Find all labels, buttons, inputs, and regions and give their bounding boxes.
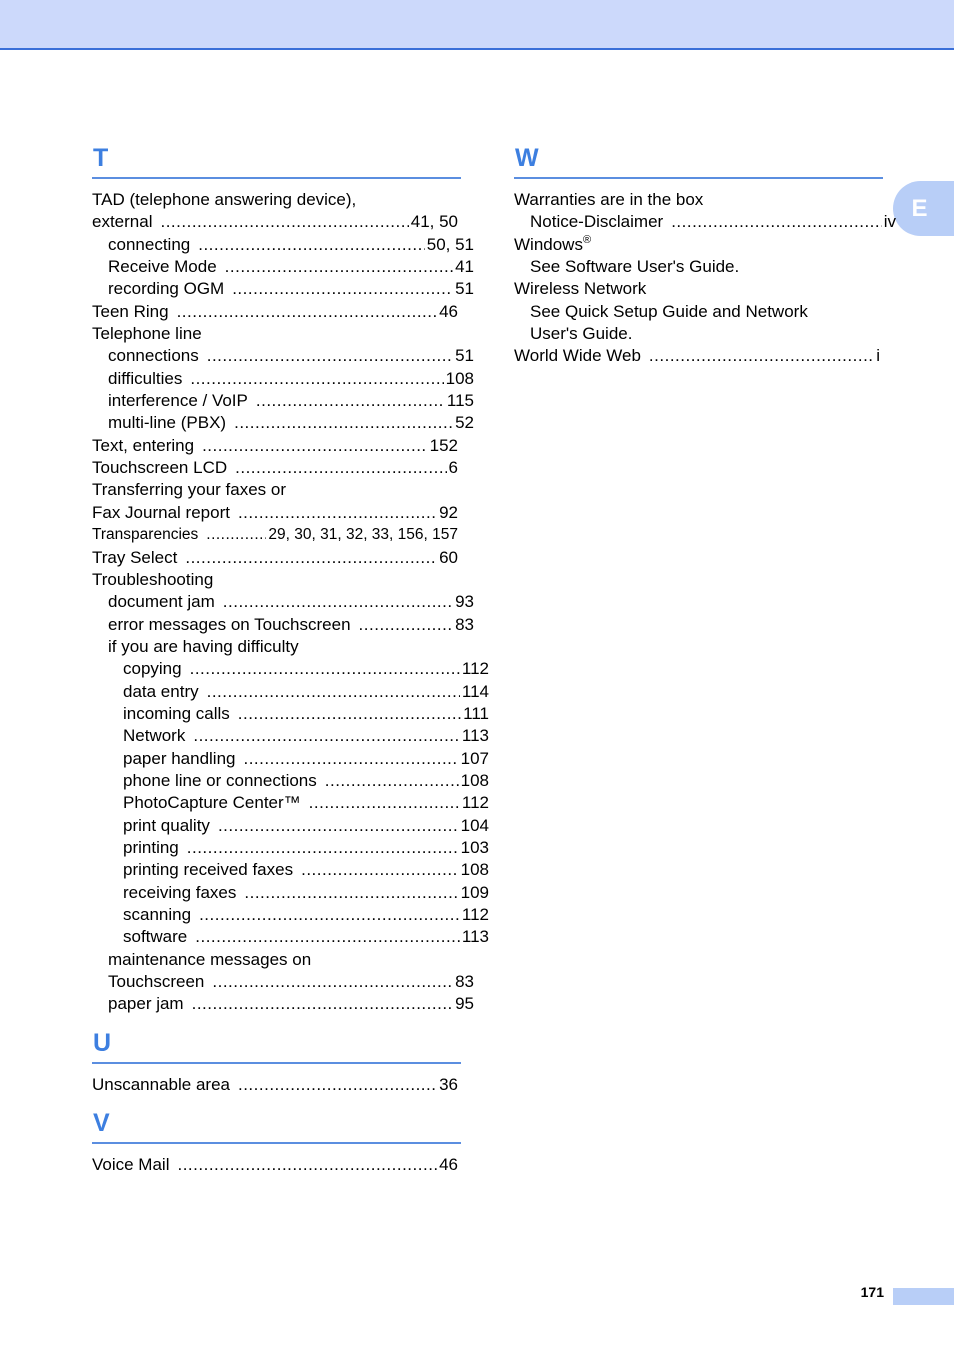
index-entry <box>92 189 458 211</box>
leader-dots <box>198 234 425 256</box>
index-entry <box>92 435 458 457</box>
index-entry <box>92 904 489 926</box>
entry-page[interactable]: 46 <box>439 1155 458 1175</box>
index-entry <box>514 345 880 367</box>
entry-term: scanning <box>123 905 192 924</box>
entry-term: Touchscreen <box>108 972 205 992</box>
leader-dots <box>185 547 437 569</box>
entry-page[interactable]: 108 <box>460 860 489 880</box>
index-entry <box>92 479 458 501</box>
entry-term: Teen Ring <box>92 301 169 321</box>
entry-term: copying <box>123 659 182 679</box>
entry-page[interactable]: 112 <box>461 659 489 679</box>
entry-term: Transferring your faxes or <box>92 480 286 500</box>
entry-term: Troubleshooting <box>92 569 214 589</box>
entry-page[interactable]: 104 <box>460 815 489 835</box>
leader-dots <box>223 591 453 613</box>
index-entry <box>92 211 458 233</box>
entry-term <box>514 234 591 256</box>
index-entry <box>514 189 880 211</box>
index-entry <box>92 792 489 814</box>
footer-bar <box>893 1288 954 1305</box>
index-entry <box>92 859 489 881</box>
entry-term: incoming calls <box>123 703 230 723</box>
entry-term: World Wide Web <box>514 346 641 366</box>
entry-term: printing received faxes <box>123 860 294 880</box>
section-divider <box>514 177 883 179</box>
section-divider <box>92 1062 461 1064</box>
index-entry <box>92 390 474 412</box>
entry-page[interactable]: 103 <box>460 837 489 857</box>
entry-page[interactable]: 52 <box>455 413 474 433</box>
index-entry <box>92 681 489 703</box>
entry-page[interactable]: 41, 50 <box>410 212 458 232</box>
entry-page[interactable]: 114 <box>461 681 489 701</box>
entry-term: printing <box>123 837 179 857</box>
leader-dots <box>234 412 453 434</box>
entry-page[interactable]: 50, 51 <box>426 234 474 254</box>
entry-page[interactable]: 113 <box>461 726 489 746</box>
entry-term: maintenance messages on <box>108 949 312 969</box>
leader-dots <box>187 837 459 859</box>
entry-term: Text, entering <box>92 435 195 455</box>
index-entry <box>92 1154 458 1176</box>
header-bar <box>0 0 954 50</box>
entry-term: Unscannable area <box>92 1074 230 1094</box>
entry-page[interactable]: 108 <box>460 770 489 790</box>
entry-page[interactable]: 51 <box>455 346 474 366</box>
section-letter: U <box>93 1028 112 1057</box>
entry-page[interactable]: 111 <box>463 703 489 723</box>
entry-term: Notice-Disclaimer <box>530 212 664 232</box>
section-tab-e[interactable]: E <box>893 181 954 236</box>
entry-term: if you are having difficulty <box>108 636 299 656</box>
entry-term: See Quick Setup Guide and Network <box>530 301 808 321</box>
entry-term: external <box>92 212 153 232</box>
index-entry <box>92 658 489 680</box>
entry-term: difficulties <box>108 368 183 388</box>
index-entry <box>92 1074 458 1096</box>
index-section-v <box>92 1108 461 1176</box>
index-section-t <box>92 143 489 1016</box>
page-number: 171 <box>860 1284 884 1300</box>
entry-term: print quality <box>123 815 210 835</box>
section-letter: V <box>93 1109 110 1138</box>
leader-dots <box>207 681 460 703</box>
leader-dots <box>206 524 266 546</box>
entry-page[interactable]: 29, 30, 31, 32, 33, 156, 157 <box>268 526 458 544</box>
entry-page[interactable]: 83 <box>455 972 474 992</box>
entry-page[interactable]: iv <box>883 212 896 232</box>
index-entry <box>514 211 896 233</box>
entry-term: software <box>123 927 188 947</box>
entry-term: paper handling <box>123 748 236 768</box>
entry-term: recording OGM <box>108 279 225 299</box>
section-divider <box>92 1142 461 1144</box>
entry-term: document jam <box>108 592 215 612</box>
entry-page[interactable]: 93 <box>455 592 474 612</box>
index-entry <box>92 345 474 367</box>
entry-page[interactable]: 112 <box>461 793 489 813</box>
entry-page[interactable]: 46 <box>439 301 458 321</box>
entry-term: Transparencies <box>92 526 199 544</box>
leader-dots <box>244 882 458 904</box>
entry-term: connections <box>108 346 199 366</box>
index-section-w <box>514 143 896 368</box>
leader-dots <box>238 502 437 524</box>
entry-term: Fax Journal report <box>92 502 230 522</box>
index-entry <box>92 502 458 524</box>
index-entry <box>92 234 474 256</box>
index-entry <box>92 256 474 278</box>
index-entry <box>514 301 896 323</box>
entry-page[interactable]: i <box>876 346 880 366</box>
leader-dots <box>190 368 443 390</box>
index-entry <box>92 569 458 591</box>
leader-dots <box>207 345 453 367</box>
leader-dots <box>309 792 460 814</box>
index-column-left <box>92 143 489 1176</box>
entry-term: Network <box>123 726 186 746</box>
leader-dots <box>225 256 453 278</box>
index-entry <box>92 770 489 792</box>
entry-page[interactable]: 109 <box>460 882 489 902</box>
index-entry <box>92 614 474 636</box>
entry-term: Telephone line <box>92 324 202 344</box>
entry-term: User's Guide. <box>530 324 633 344</box>
entry-term: Wireless Network <box>514 279 647 299</box>
entry-page[interactable]: 112 <box>461 905 489 924</box>
index-entry <box>92 591 474 613</box>
entry-page[interactable]: 83 <box>455 614 474 634</box>
index-entry <box>92 837 489 859</box>
index-entry <box>92 949 474 971</box>
index-entry <box>92 703 489 725</box>
entry-page[interactable]: 6 <box>448 458 458 478</box>
entry-page[interactable]: 92 <box>439 502 458 522</box>
entry-term: See Software User's Guide. <box>530 257 740 277</box>
leader-dots <box>671 211 882 233</box>
leader-dots <box>359 614 454 636</box>
leader-dots <box>238 1074 437 1096</box>
index-entry <box>514 278 880 300</box>
index-entry <box>92 882 489 904</box>
entry-page[interactable]: 60 <box>439 547 458 567</box>
leader-dots <box>199 904 460 926</box>
entry-term: TAD (telephone answering device), <box>92 190 357 209</box>
leader-dots <box>301 859 459 881</box>
index-entry <box>514 234 880 256</box>
entry-term: multi-line (PBX) <box>108 413 227 433</box>
entry-term: Voice Mail <box>92 1155 170 1175</box>
entry-page[interactable]: 36 <box>439 1074 458 1094</box>
entry-page[interactable]: 113 <box>461 927 489 947</box>
leader-dots <box>177 1154 437 1176</box>
index-entry <box>92 301 458 323</box>
entry-term: data entry <box>123 681 199 701</box>
entry-term: receiving faxes <box>123 882 237 902</box>
entry-page[interactable]: 107 <box>460 748 489 768</box>
entry-term: Receive Mode <box>108 257 217 277</box>
index-entry <box>92 457 458 479</box>
section-letter: W <box>515 144 539 172</box>
index-entry <box>514 256 896 278</box>
index-entry <box>92 971 474 993</box>
leader-dots <box>177 301 438 323</box>
leader-dots <box>193 725 460 747</box>
index-entry <box>92 636 474 658</box>
entry-page[interactable]: 95 <box>455 994 474 1014</box>
entry-term: connecting <box>108 234 191 254</box>
entry-term: phone line or connections <box>123 770 317 790</box>
section-letter: T <box>93 144 109 172</box>
entry-term: Touchscreen LCD <box>92 458 228 478</box>
leader-dots <box>243 748 458 770</box>
index-entry <box>514 323 896 345</box>
leader-dots <box>235 457 446 479</box>
leader-dots <box>195 926 460 948</box>
entry-term: Tray Select <box>92 547 178 567</box>
entry-term: interference / VoIP <box>108 391 248 411</box>
leader-dots <box>192 993 453 1015</box>
index-entry <box>92 993 474 1015</box>
index-entry <box>92 725 489 747</box>
leader-dots <box>160 211 408 233</box>
leader-dots <box>232 278 453 300</box>
section-divider <box>92 177 461 179</box>
index-entry <box>92 368 474 390</box>
index-entry <box>92 547 458 569</box>
registered-mark: ® <box>582 233 592 246</box>
index-entry <box>92 926 489 948</box>
entry-term: paper jam <box>108 994 184 1014</box>
index-entry <box>92 748 489 770</box>
leader-dots <box>218 815 459 837</box>
leader-dots <box>190 658 460 680</box>
leader-dots <box>202 435 428 457</box>
entry-page[interactable]: 108 <box>445 368 474 388</box>
index-entry <box>92 412 474 434</box>
index-entry <box>92 524 458 546</box>
leader-dots <box>649 345 874 367</box>
leader-dots <box>212 971 453 993</box>
entry-term-text: Windows <box>514 234 583 254</box>
entry-page[interactable]: 51 <box>455 279 474 299</box>
entry-page[interactable]: 41 <box>455 257 474 277</box>
leader-dots <box>325 770 459 792</box>
entry-term: PhotoCapture Center™ <box>123 793 301 813</box>
index-entry <box>92 278 474 300</box>
index-section-u <box>92 1028 461 1096</box>
index-column-right <box>514 143 896 368</box>
entry-page[interactable]: 115 <box>446 391 474 411</box>
index-entry <box>92 323 458 345</box>
entry-term: Warranties are in the box <box>514 190 704 209</box>
leader-dots <box>238 703 461 725</box>
index-entry <box>92 815 489 837</box>
entry-term: error messages on Touchscreen <box>108 614 351 634</box>
leader-dots <box>256 390 445 412</box>
entry-page[interactable]: 152 <box>429 435 458 455</box>
